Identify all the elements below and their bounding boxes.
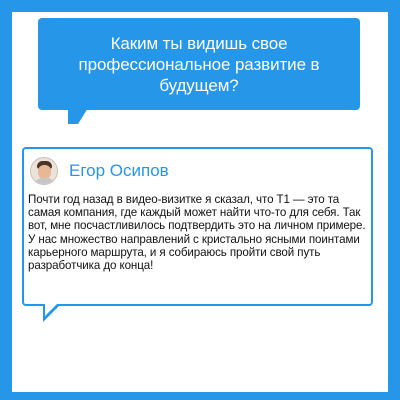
- answer-card: [22, 147, 373, 306]
- author-row: [30, 155, 169, 187]
- author-name: Егор Осипов: [69, 161, 169, 180]
- avatar: [30, 157, 58, 185]
- question-bubble: [38, 18, 360, 110]
- question-bubble-tail: [68, 108, 88, 124]
- question-text: Каким ты видишь свое профессиональное развитие в будущем?: [78, 33, 320, 95]
- answer-text: Почти год назад в видео-визитке я сказал, что Т1 — это та самая компания, где каждый может найти что-то для себя. Так вот, мне посчастливилось подтвердить это на личном примере. У нас множество направлений с кристально ясными поинтами карьерного маршрута, и я собираюсь пройти свой путь разработчика до конца!: [28, 193, 366, 273]
